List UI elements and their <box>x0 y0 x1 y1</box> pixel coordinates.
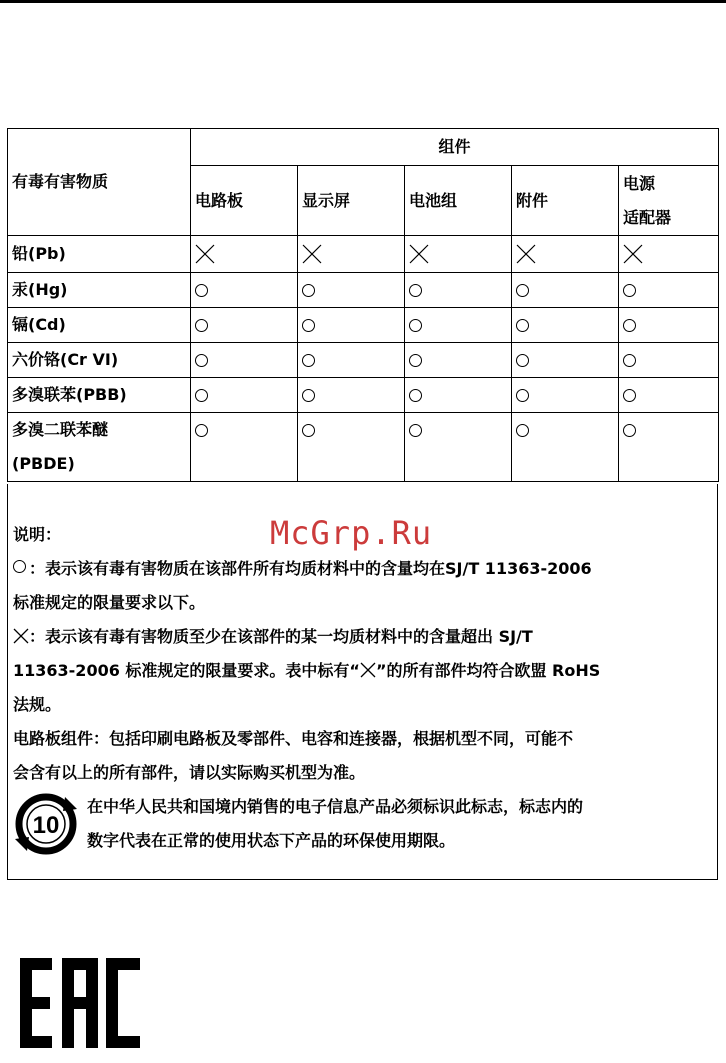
substance-mark <box>512 343 619 378</box>
note-pcb-cont: 会含有以上的所有部件，请以实际购买机型为准。 <box>13 763 366 782</box>
watermark: McGrp.Ru <box>270 514 433 552</box>
cross-mark-icon <box>623 244 643 264</box>
table-body <box>8 236 719 482</box>
circle-mark-icon <box>409 354 422 367</box>
circle-mark-icon <box>409 284 422 297</box>
table-row <box>8 378 719 413</box>
eac-logo-icon <box>18 956 142 1050</box>
substance-mark <box>191 273 298 308</box>
circle-mark-icon <box>195 284 208 297</box>
col-header-adapter <box>619 166 719 236</box>
circle-mark-icon <box>302 354 315 367</box>
substance-mark <box>512 378 619 413</box>
note-pcb: 电路板组件：包括印刷电路板及零部件、电容和连接器，根据机型不同，可能不 <box>13 729 574 748</box>
substance-mark <box>619 308 719 343</box>
circle-mark-icon <box>516 319 529 332</box>
substance-mark <box>512 308 619 343</box>
substance-mark <box>512 236 619 273</box>
top-rule <box>0 0 726 3</box>
substance-mark <box>405 273 512 308</box>
substance-name: 六价铬(Cr VI) <box>8 343 191 378</box>
cross-mark-icon <box>302 244 322 264</box>
col-header-accessory: 附件 <box>512 166 619 236</box>
substance-name: 汞(Hg) <box>8 273 191 308</box>
cross-symbol-icon <box>13 628 29 644</box>
circle-mark-icon <box>623 284 636 297</box>
substance-mark <box>298 236 405 273</box>
circle-mark-icon <box>302 424 315 437</box>
hazardous-substance-table <box>7 128 719 482</box>
substance-mark <box>405 308 512 343</box>
cross-mark-icon <box>409 244 429 264</box>
cross-symbol-icon <box>360 662 376 678</box>
col-header-adapter-line2: 适配器 <box>623 207 672 227</box>
circle-mark-icon <box>409 319 422 332</box>
substance-mark <box>619 378 719 413</box>
substance-name: 镉(Cd) <box>8 308 191 343</box>
substance-mark <box>298 343 405 378</box>
substance-name: 多溴二联苯醚 (PBDE) <box>8 413 191 482</box>
table-row <box>8 343 719 378</box>
cross-mark-icon <box>195 244 215 264</box>
circle-mark-icon <box>623 389 636 402</box>
substance-mark <box>619 236 719 273</box>
efup-10-year-logo-icon <box>13 791 79 857</box>
substance-mark <box>298 308 405 343</box>
efup-note <box>13 790 707 858</box>
substance-mark <box>298 378 405 413</box>
substance-mark <box>298 413 405 482</box>
circle-mark-icon <box>623 424 636 437</box>
table-row <box>8 308 719 343</box>
components-header: 组件 <box>191 129 719 166</box>
col-header-pcb: 电路板 <box>191 166 298 236</box>
circle-mark-icon <box>195 424 208 437</box>
note-cross: ：表示该有毒有害物质至少在该部件的某一均质材料中的含量超出 SJ/T <box>13 620 707 654</box>
table-row <box>8 413 719 482</box>
substance-mark <box>191 308 298 343</box>
substance-mark <box>619 343 719 378</box>
substance-name: 多溴联苯(PBB) <box>8 378 191 413</box>
substance-mark <box>405 236 512 273</box>
substance-mark <box>512 273 619 308</box>
circle-mark-icon <box>409 389 422 402</box>
cross-mark-icon <box>516 244 536 264</box>
col-header-adapter-line1: 电源 <box>623 173 656 193</box>
col-header-display: 显示屏 <box>298 166 405 236</box>
substance-mark <box>191 236 298 273</box>
circle-symbol-icon <box>13 560 26 573</box>
note-circle: ：表示该有毒有害物质在该部件所有均质材料中的含量均在SJ/T 11363-2006 <box>13 552 707 586</box>
substance-name: 铅(Pb) <box>8 236 191 273</box>
circle-mark-icon <box>302 389 315 402</box>
substance-mark <box>512 413 619 482</box>
circle-mark-icon <box>623 319 636 332</box>
substance-mark <box>298 273 405 308</box>
col-header-battery: 电池组 <box>405 166 512 236</box>
substance-header: 有毒有害物质 <box>8 129 191 236</box>
substance-mark <box>405 378 512 413</box>
substance-mark <box>405 413 512 482</box>
circle-mark-icon <box>195 319 208 332</box>
substance-mark <box>191 378 298 413</box>
efup-text: 在中华人民共和国境内销售的电子信息产品必须标识此标志，标志内的 数字代表在正常的使用状态下产品的环保使用期限。 <box>87 797 584 850</box>
substance-mark <box>405 343 512 378</box>
circle-mark-icon <box>516 354 529 367</box>
table-row <box>8 236 719 273</box>
circle-mark-icon <box>195 354 208 367</box>
notes-heading: 说明： <box>13 525 62 544</box>
circle-mark-icon <box>516 284 529 297</box>
substance-mark <box>191 413 298 482</box>
circle-mark-icon <box>516 389 529 402</box>
circle-mark-icon <box>195 389 208 402</box>
circle-mark-icon <box>409 424 422 437</box>
note-circle-cont: 标准规定的限量要求以下。 <box>13 593 206 612</box>
efup-number: 10 <box>32 812 60 839</box>
substance-mark <box>619 413 719 482</box>
circle-mark-icon <box>302 319 315 332</box>
note-cross-cont: 11363-2006 标准规定的限量要求。表中标有“ ”的所有部件均符合欧盟 RoHS <box>13 661 601 680</box>
substance-mark <box>619 273 719 308</box>
circle-mark-icon <box>302 284 315 297</box>
note-cross-end: 法规。 <box>13 695 62 714</box>
circle-mark-icon <box>623 354 636 367</box>
substance-mark <box>191 343 298 378</box>
table-row <box>8 273 719 308</box>
circle-mark-icon <box>516 424 529 437</box>
